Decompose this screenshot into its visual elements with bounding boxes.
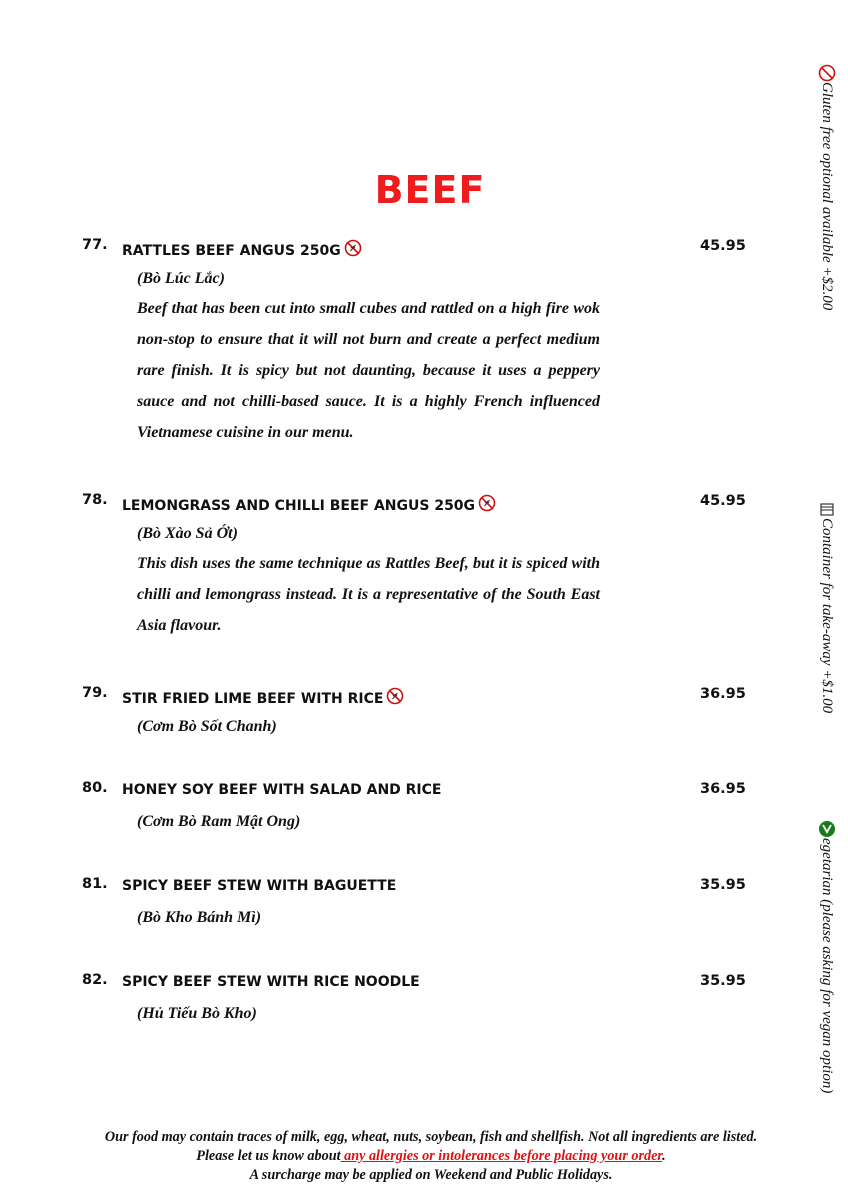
item-vietnamese-name: (Bò Lúc Lắc) — [137, 270, 225, 287]
item-price: 36.95 — [700, 781, 746, 797]
item-description: This dish uses the same technique as Rattles Beef, but it is spiced with chilli and lemongrass instead. It is a representative of the South East Asia flavour. — [137, 555, 600, 634]
item-vietnamese-name: (Cơm Bò Ram Mật Ong) — [137, 813, 301, 830]
item-price: 45.95 — [700, 493, 746, 509]
item-number: 78. — [82, 492, 108, 508]
item-number: 81. — [82, 876, 108, 892]
container-icon — [819, 500, 835, 518]
item-vietnamese-name: (Hủ Tiếu Bò Kho) — [137, 1005, 257, 1022]
item-number: 82. — [82, 972, 108, 988]
side-note-gluten-free: Gluten free optional available +$2.00 — [818, 64, 836, 310]
item-name: STIR FRIED LIME BEEF WITH RICE — [122, 687, 404, 709]
item-description: Beef that has been cut into small cubes and rattled on a high fire wok non-stop to ensure that it will not burn and create a perfect medium rare finish. It is spicy but not daunting, because it uses a peppery sauce and not chilli-based sauce. It is a highly French influenced Vietnamese cuisine in our menu. — [137, 300, 600, 441]
gluten-free-icon — [819, 64, 835, 82]
footer-line-1: Our food may contain traces of milk, egg, wheat, nuts, soybean, fish and shellfish. Not all ingredients are listed. — [104, 1129, 758, 1145]
item-vietnamese-name: (Bò Xào Sả Ớt) — [137, 525, 238, 542]
section-title: BEEF — [374, 168, 486, 212]
side-note-container: Container for take-away +$1.00 — [818, 500, 836, 713]
item-vietnamese-name: (Cơm Bò Sốt Chanh) — [137, 718, 277, 735]
item-price: 35.95 — [700, 973, 746, 989]
allergy-footer — [0, 1128, 848, 1185]
item-number: 77. — [82, 237, 108, 253]
side-note-vegetarian: egetarian (please asking for vegan option) — [818, 820, 836, 1093]
footer-line-3: A surcharge may be applied on Weekend and Public Holidays. — [249, 1167, 613, 1183]
item-price: 36.95 — [700, 686, 746, 702]
item-name: RATTLES BEEF ANGUS 250G — [122, 239, 362, 261]
item-name: LEMONGRASS AND CHILLI BEEF ANGUS 250G — [122, 494, 496, 516]
gluten-free-icon — [478, 494, 496, 516]
gluten-free-icon — [344, 239, 362, 261]
item-number: 79. — [82, 685, 108, 701]
item-price: 45.95 — [700, 238, 746, 254]
vegetarian-icon — [819, 820, 835, 838]
item-price: 35.95 — [700, 877, 746, 893]
item-name: SPICY BEEF STEW WITH BAGUETTE — [122, 878, 397, 894]
gluten-free-icon — [386, 687, 404, 709]
allergy-warning: any allergies or intolerances before placing your order — [340, 1148, 663, 1164]
item-name: SPICY BEEF STEW WITH RICE NOODLE — [122, 974, 420, 990]
footer-line-2: Please let us know about any allergies or intolerances before placing your order. — [196, 1148, 666, 1164]
item-name: HONEY SOY BEEF WITH SALAD AND RICE — [122, 782, 442, 798]
item-vietnamese-name: (Bò Kho Bánh Mì) — [137, 909, 262, 926]
item-number: 80. — [82, 780, 108, 796]
